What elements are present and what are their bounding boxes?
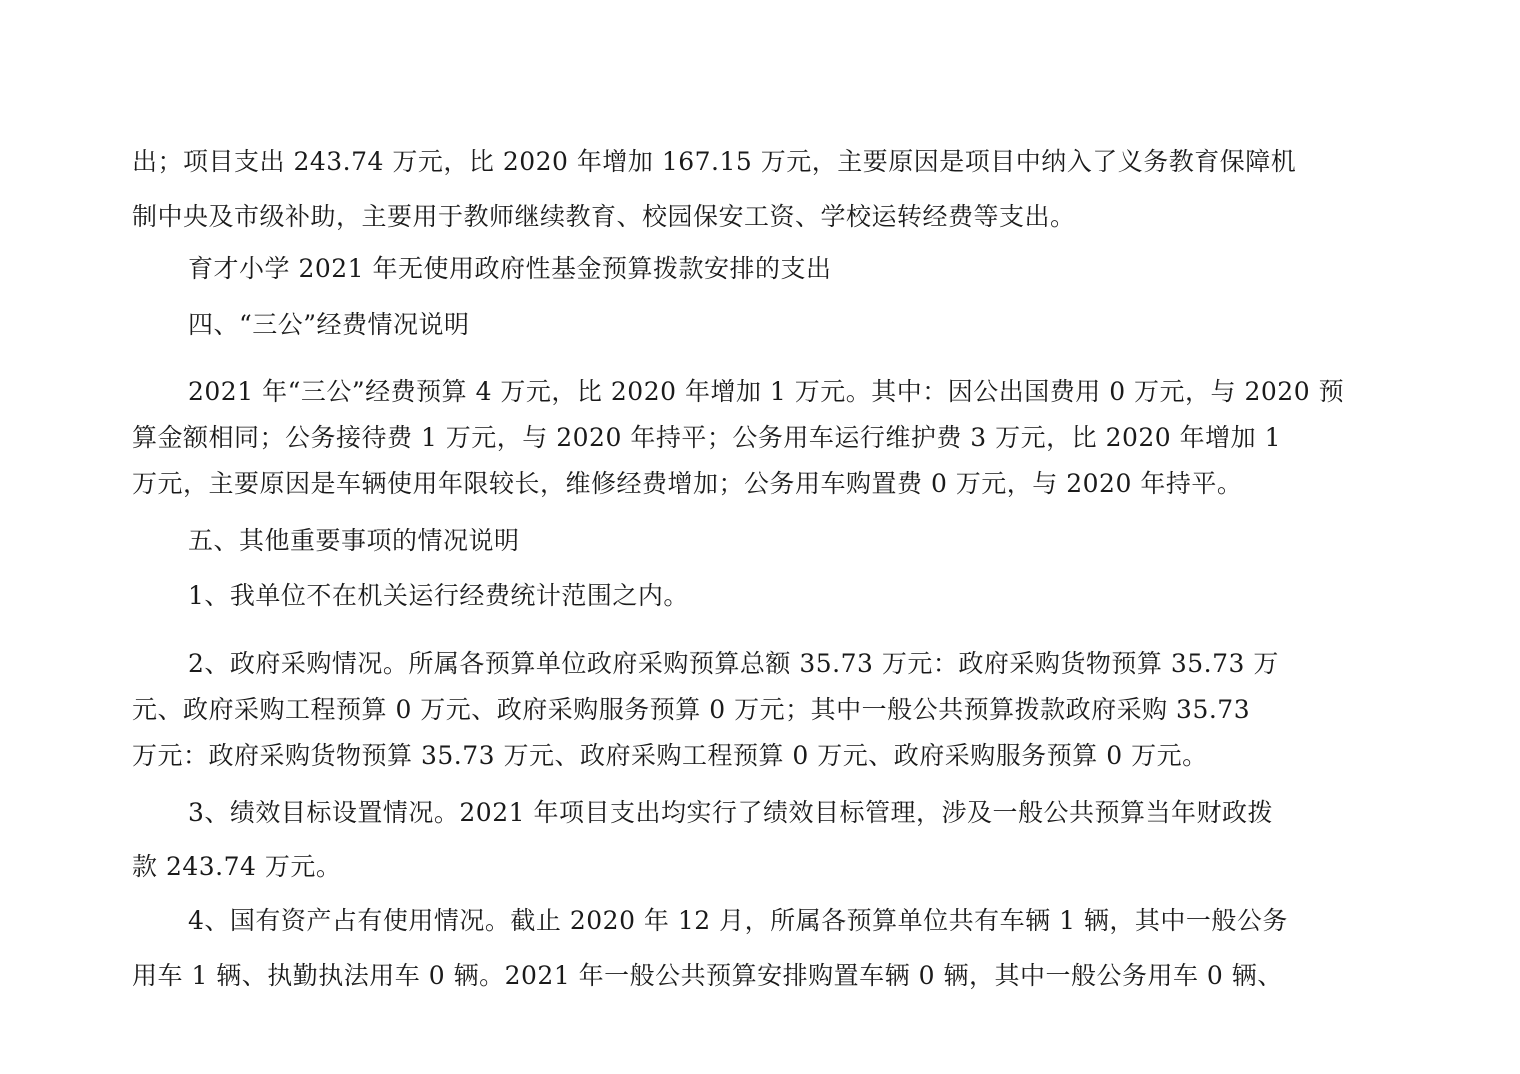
- paragraph-line: 出；项目支出 243.74 万元，比 2020 年增加 167.15 万元，主要原因是项目中纳入了义务教育保障机: [132, 147, 1297, 176]
- paragraph-line: 育才小学 2021 年无使用政府性基金预算拨款安排的支出: [188, 254, 832, 283]
- paragraph-line: 用车 1 辆、执勤执法用车 0 辆。2021 年一般公共预算安排购置车辆 0 辆，其中一般公务用车 0 辆、: [132, 961, 1283, 990]
- section-heading: 五、其他重要事项的情况说明: [188, 526, 520, 555]
- paragraph-line: 4、国有资产占有使用情况。截止 2020 年 12 月，所属各预算单位共有车辆 1 辆，其中一般公务: [188, 906, 1288, 935]
- section-heading: 四、“三公”经费情况说明: [188, 310, 470, 339]
- paragraph-line: 万元，主要原因是车辆使用年限较长，维修经费增加；公务用车购置费 0 万元，与 2020 年持平。: [132, 469, 1243, 498]
- paragraph-line: 2、政府采购情况。所属各预算单位政府采购预算总额 35.73 万元：政府采购货物预算 35.73 万: [188, 649, 1279, 678]
- paragraph-line: 款 243.74 万元。: [132, 852, 342, 881]
- paragraph-line: 1、我单位不在机关运行经费统计范围之内。: [188, 581, 689, 610]
- paragraph-line: 2021 年“三公”经费预算 4 万元，比 2020 年增加 1 万元。其中：因公出国费用 0 万元，与 2020 预: [188, 377, 1345, 406]
- paragraph-line: 元、政府采购工程预算 0 万元、政府采购服务预算 0 万元；其中一般公共预算拨款政府采购 35.73: [132, 695, 1251, 724]
- paragraph-line: 制中央及市级补助，主要用于教师继续教育、校园保安工资、学校运转经费等支出。: [132, 202, 1076, 231]
- paragraph-line: 万元：政府采购货物预算 35.73 万元、政府采购工程预算 0 万元、政府采购服务预算 0 万元。: [132, 741, 1208, 770]
- paragraph-line: 算金额相同；公务接待费 1 万元，与 2020 年持平；公务用车运行维护费 3 万元，比 2020 年增加 1: [132, 423, 1281, 452]
- paragraph-line: 3、绩效目标设置情况。2021 年项目支出均实行了绩效目标管理，涉及一般公共预算当年财政拨: [188, 798, 1273, 827]
